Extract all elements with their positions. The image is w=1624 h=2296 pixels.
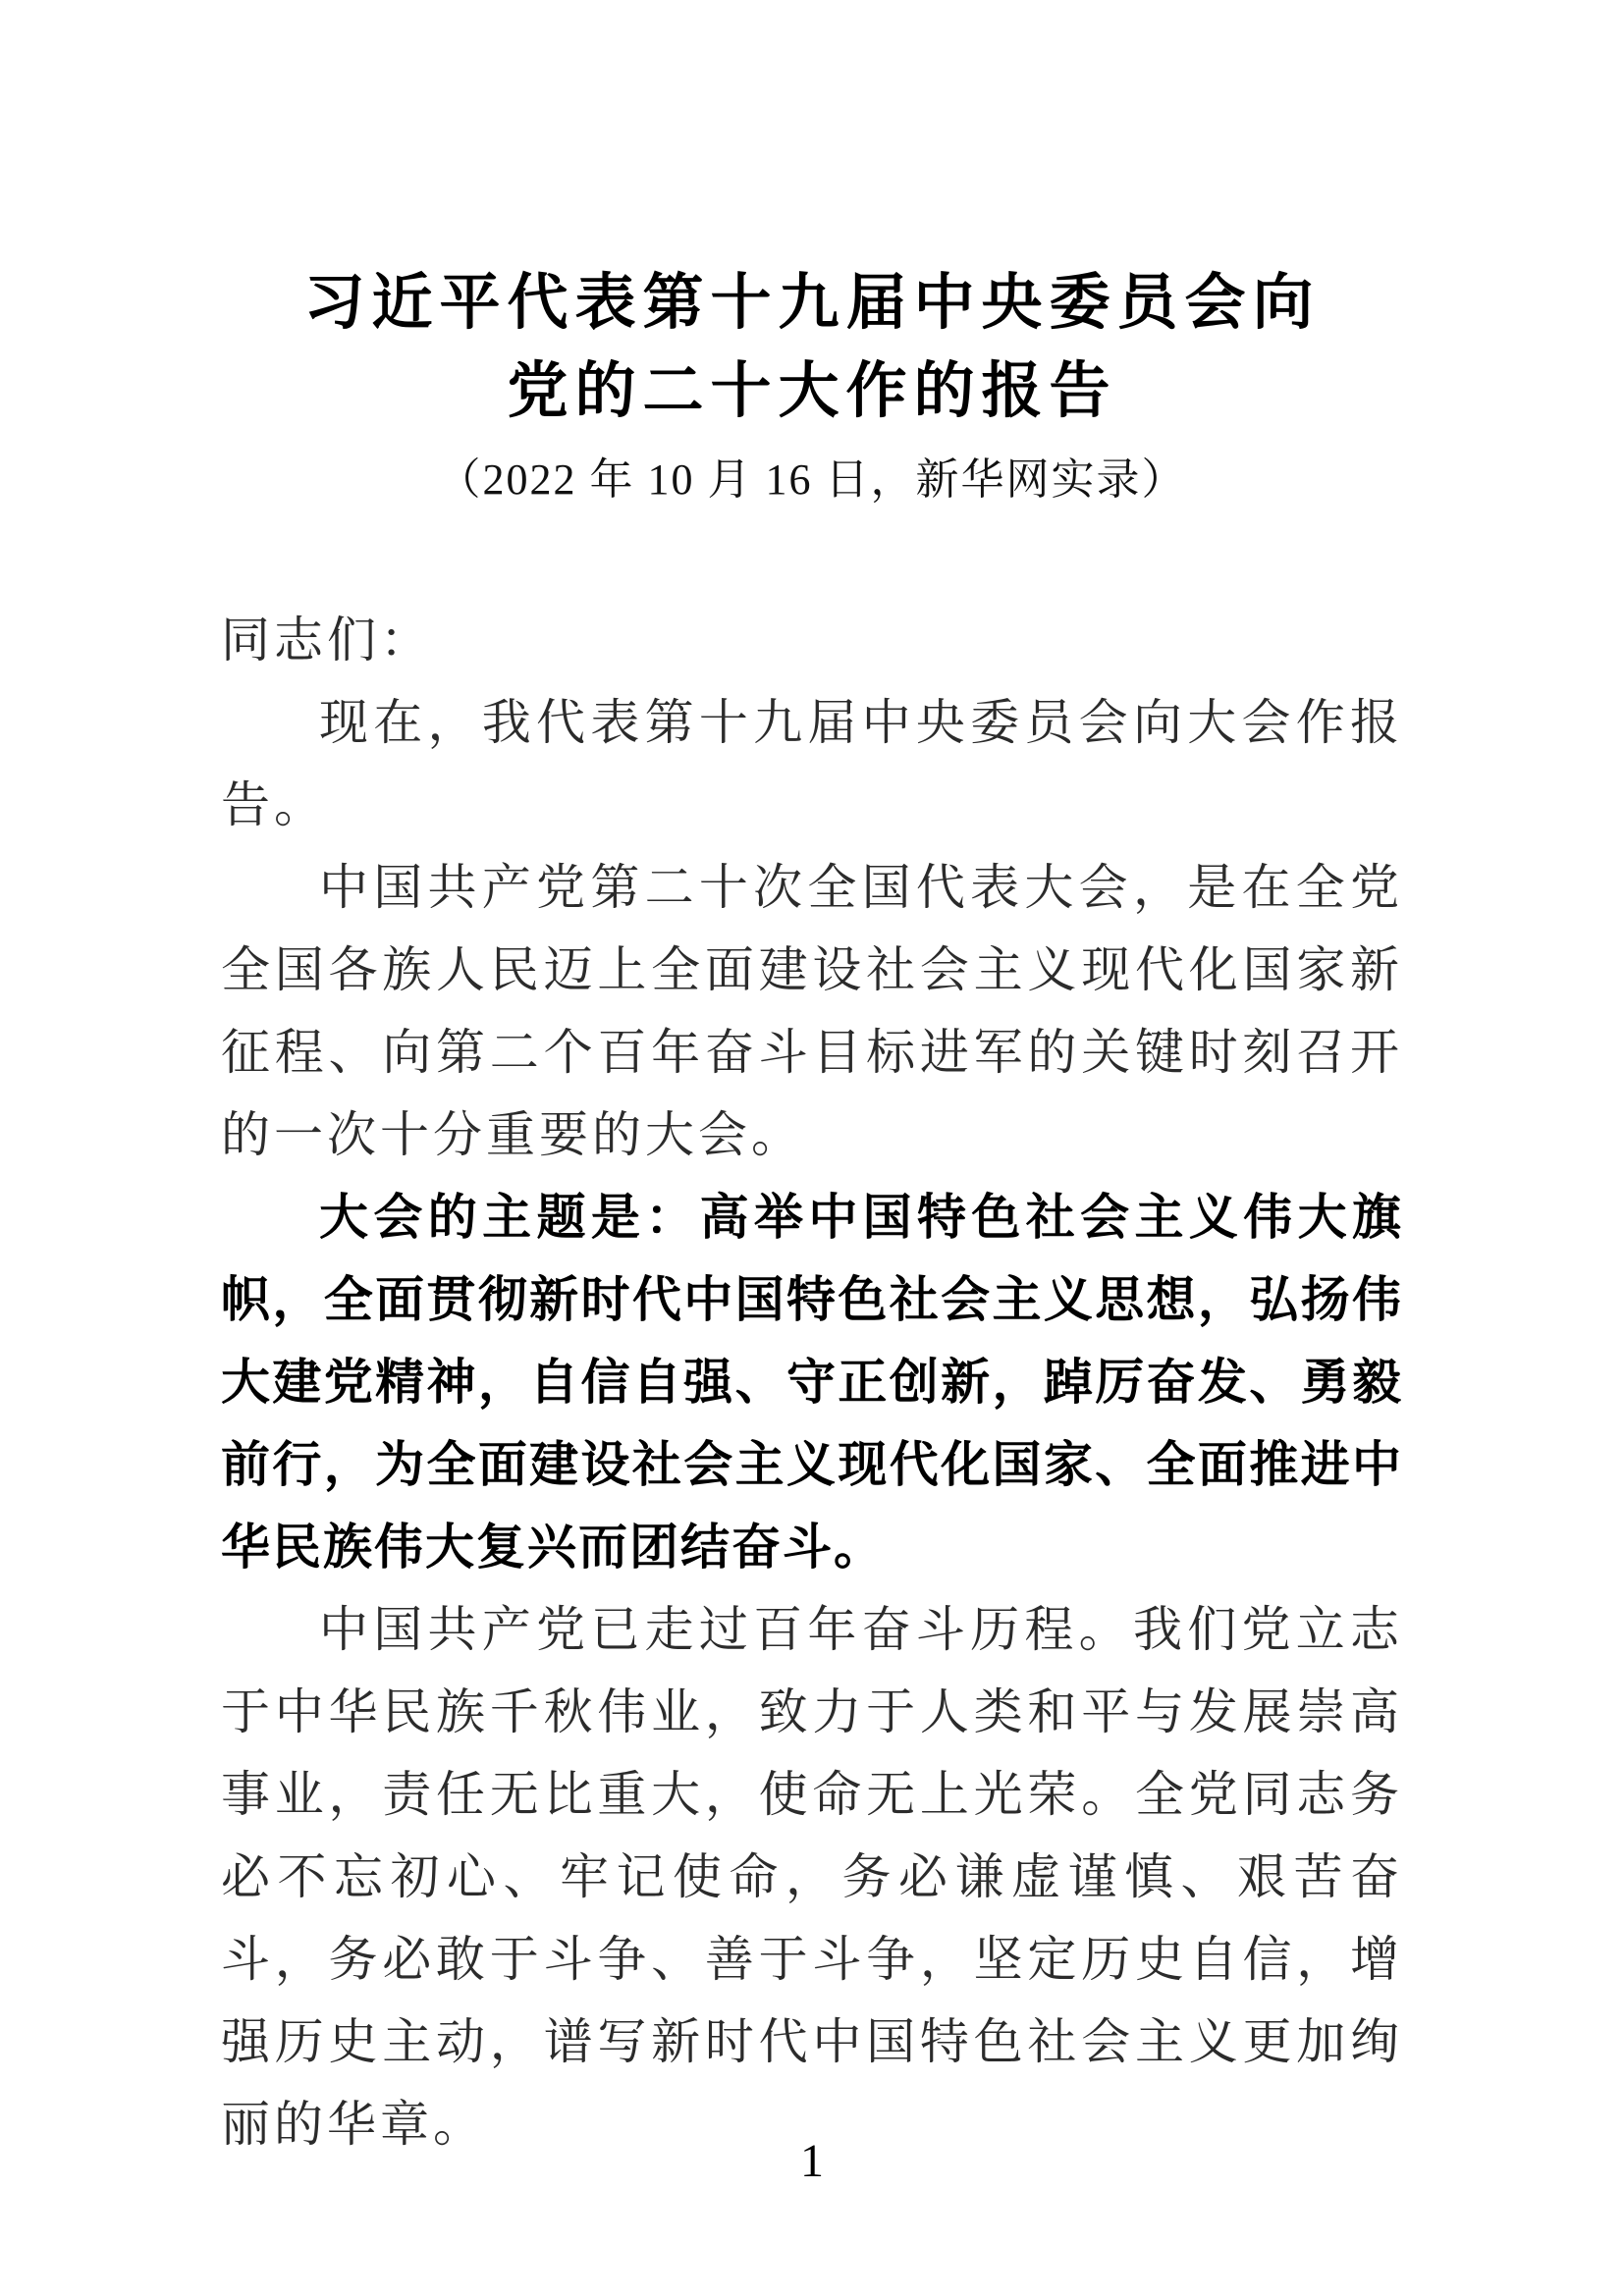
title-line-2: 党的二十大作的报告 (507, 358, 1117, 425)
salutation-paragraph: 同志们： (221, 613, 433, 667)
document-subtitle-date: （2022 年 10 月 16 日，新华网实录） (437, 455, 1187, 504)
page-number: 1 (800, 2135, 824, 2187)
title-line-1: 习近平代表第十九届中央委员会向 (303, 270, 1321, 337)
congress-theme-bold-paragraph: 大会的主题是：高举中国特色社会主义伟大旗帜，全面贯彻新时代中国特色社会主义思想，弘扬伟大建党精神，自信自强、守正创新，踔厉奋发、勇毅前行，为全面建设社会主义现代化国家、全面推进中华民族伟大复兴而团结奋斗。 (221, 1190, 1403, 1575)
document-content (221, 0, 1403, 2165)
document-body (221, 599, 1403, 2165)
congress-context-paragraph: 中国共产党第二十次全国代表大会，是在全党全国各族人民迈上全面建设社会主义现代化国家新征程、向第二个百年奋斗目标进军的关键时刻召开的一次十分重要的大会。 (221, 860, 1403, 1162)
document-title (221, 0, 1403, 436)
report-intro-paragraph: 现在，我代表第十九届中央委员会向大会作报告。 (221, 695, 1403, 832)
party-history-paragraph: 中国共产党已走过百年奋斗历程。我们党立志于中华民族千秋伟业，致力于人类和平与发展崇高事业，责任无比重大，使命无上光荣。全党同志务必不忘初心、牢记使命，务必谦虚谨慎、艰苦奋斗，务必敢于斗争、善于斗争，坚定历史自信，增强历史主动，谱写新时代中国特色社会主义更加绚丽的华章。 (221, 1602, 1403, 2152)
